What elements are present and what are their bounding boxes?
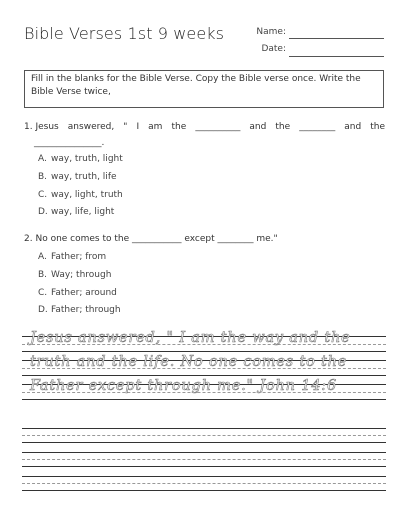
option-letter: A. — [38, 252, 47, 262]
question-1-option-c[interactable] — [38, 190, 123, 200]
question-1-option-a[interactable] — [38, 154, 123, 164]
guide-line-top — [22, 428, 386, 429]
writing-row-1[interactable] — [22, 428, 386, 448]
question-2-option-a[interactable] — [38, 252, 106, 262]
question-1-number: 1. — [24, 122, 33, 132]
option-text: Father; from — [51, 252, 107, 262]
question-1 — [24, 122, 385, 132]
question-1-blank-3[interactable]: _______________. — [34, 138, 105, 148]
option-letter: B. — [38, 172, 48, 182]
question-1-option-d[interactable] — [38, 207, 114, 217]
tracing-row-3[interactable] — [22, 378, 386, 406]
option-text: Way; through — [51, 270, 112, 280]
name-field-line[interactable] — [289, 38, 384, 39]
question-2-option-b[interactable] — [38, 270, 111, 280]
guide-line-base — [22, 442, 386, 443]
question-1-word: Jesus — [35, 122, 59, 132]
worksheet-title: Bible Verses 1st 9 weeks — [24, 24, 225, 43]
option-text: way, life, light — [51, 207, 115, 217]
question-2-text: No one comes to the ___________ except ________ me." — [35, 234, 278, 244]
guide-line-base — [22, 490, 386, 491]
question-2-option-d[interactable] — [38, 305, 121, 315]
question-1-word: the — [275, 122, 291, 132]
guide-line-mid — [22, 459, 386, 460]
option-letter: C. — [38, 190, 48, 200]
date-field-line[interactable] — [289, 56, 384, 57]
tracing-text-3: Father except through me." John 14:6 — [30, 378, 337, 394]
guide-line-base — [22, 399, 386, 400]
option-letter: C. — [38, 288, 48, 298]
question-2 — [24, 234, 278, 244]
option-text: way, truth, life — [51, 172, 117, 182]
option-letter: A. — [38, 154, 47, 164]
question-2-number: 2. — [24, 234, 33, 244]
question-1-word: the — [370, 122, 385, 132]
option-text: way, truth, light — [51, 154, 123, 164]
question-1-blank-2[interactable]: ________ — [299, 122, 336, 132]
option-letter: D. — [38, 207, 48, 217]
name-label: Name: — [256, 27, 286, 37]
question-1-word: " — [123, 122, 128, 132]
question-1-line-1 — [24, 122, 385, 132]
option-text: way, light, truth — [51, 190, 123, 200]
question-1-option-b[interactable] — [38, 172, 117, 182]
guide-line-base — [22, 351, 386, 352]
guide-line-base — [22, 375, 386, 376]
option-letter: B. — [38, 270, 48, 280]
question-1-blank-1[interactable]: __________ — [195, 122, 241, 132]
option-letter: D. — [38, 305, 48, 315]
date-label: Date: — [261, 44, 286, 54]
option-text: Father; around — [51, 288, 117, 298]
tracing-text-1: Jesus answered, " I am the way and the — [30, 330, 351, 346]
guide-line-mid — [22, 483, 386, 484]
question-1-word: and — [249, 122, 267, 132]
guide-line-top — [22, 476, 386, 477]
writing-row-3[interactable] — [22, 476, 386, 496]
question-1-word: and — [344, 122, 362, 132]
instructions-box: Fill in the blanks for the Bible Verse. Copy the Bible verse once. Write the Bible Verse twice, — [24, 70, 384, 108]
writing-row-2[interactable] — [22, 452, 386, 472]
question-1-word: I — [136, 122, 140, 132]
tracing-text-2: truth and the life. No one comes to the — [30, 354, 348, 370]
question-2-option-c[interactable] — [38, 288, 117, 298]
question-1-word: am — [148, 122, 163, 132]
question-1-word: answered, — [67, 122, 115, 132]
guide-line-base — [22, 466, 386, 467]
guide-line-top — [22, 452, 386, 453]
question-1-word: the — [171, 122, 187, 132]
option-text: Father; through — [51, 305, 121, 315]
guide-line-mid — [22, 435, 386, 436]
